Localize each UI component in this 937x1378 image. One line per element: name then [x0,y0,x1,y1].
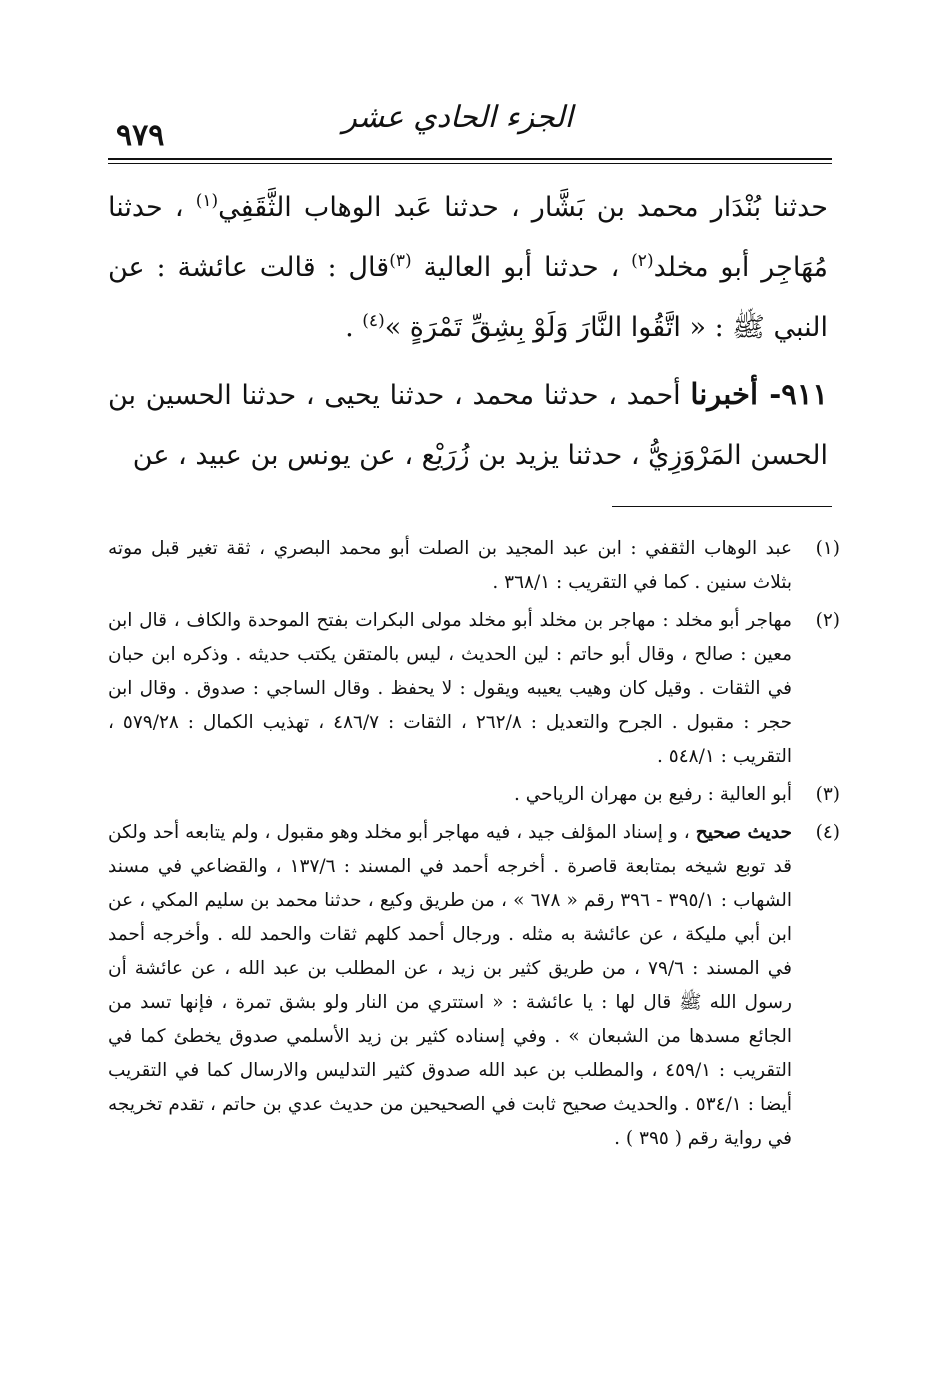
footnote-ref-3[interactable]: (٣) [389,251,412,271]
page-number: ٩٧٩ [116,118,165,153]
footnote-ref-1[interactable]: (١) [195,191,219,211]
hadith-text: أحمد ، حدثنا محمد ، حدثنا يحيى ، حدثنا الحسين بن الحسن المَرْوَزِيُّ ، حدثنا يزيد بن زُرَيْع ، عن يونس بن عبيد ، عن [108,380,828,471]
footnote-verdict: حديث صحيح [695,822,792,843]
footnote-number: (٣) [815,784,840,805]
footnote-number: (٢) [815,610,840,631]
footnote-3 [108,778,840,812]
footnotes [108,532,840,1160]
header-rule [108,158,832,164]
hadith-text: ، حدثنا مُهَاجِر أبو مخلد [108,192,828,283]
page-header [108,96,832,156]
hadith-number: ٩١١- أخبرنا [690,377,829,411]
footnote-separator [612,506,832,507]
footnote-number: (٤) [815,822,840,843]
footnote-text: ، و إسناد المؤلف جيد ، فيه مهاجر أبو مخلد وهو مقبول ، ولم يتابعه أحد ولكن قد توبع شيخه بمتابعة قاصرة . أخرجه أحمد في المسند : ١٣٧/٦ ، والقضاعي في مسند الشهاب : ٣٩٥/١ - ٣٩٦ رقم « ٦٧٨ » ، من طريق وكيع ، حدثنا محمد بن سليم المكي ، عن ابن أبي مليكة ، عن عائشة به مثله . ورجال أحمد كلهم ثقات والحمد لله . وأخرجه أحمد في المسند : ٧٩/٦ ، من طريق كثير بن زيد ، عن المطلب بن عبد الله ، عن عائشة أن رسول الله ﷺ قال لها : يا عائشة : « استتري من النار ولو بشق تمرة ، فإنها تسد من الجائع مسدها من الشبعان » . وفي إسناده كثير بن زيد الأسلمي صدوق يخطئ كما في التقريب : ٤٥٩/١ ، والمطلب بن عبد الله صدوق كثير التدليس والارسال كما في التقريب أيضا : ٥٣٤/١ . والحديث صحيح ثابت في الصحيحين من حديث عدي بن حاتم ، تقدم تخريجه في رواية رقم ( ٣٩٥ ) . [108,822,793,1149]
hadith-text: . [345,312,363,343]
part-title: الجزء الحادي عشر [342,100,573,135]
footnote-text: مهاجر أبو مخلد : مهاجر بن مخلد أبو مخلد مولى البكرات بفتح الموحدة والكاف ، قال ابن معين : صالح ، وقال أبو حاتم : لين الحديث ، ليس بالمتقن يكتب حديثه . وذكره ابن حبان في الثقات . وقيل كان وهيب يعيبه ويقول : لا يحفظ . وقال الساجي : صدوق . وقال ابن حجر : مقبول . الجرح والتعديل : ٢٦٢/٨ ، الثقات : ٤٨٦/٧ ، تهذيب الكمال : ٥٧٩/٢٨ ، التقريب : ٥٤٨/١ . [108,610,793,767]
footnote-text: عبد الوهاب الثقفي : ابن عبد المجيد بن الصلت أبو محمد البصري ، ثقة تغير قبل موته بثلاث سنين . كما في التقريب : ٣٦٨/١ . [108,538,792,593]
main-text [108,178,828,486]
footnote-4 [108,816,840,1156]
hadith-text: ، حدثنا أبو العالية [411,252,632,283]
footnote-text: أبو العالية : رفيع بن مهران الرياحي . [513,784,792,805]
hadith-entry-911 [108,364,828,486]
hadith-text: قال : قالت عائشة : عن النبي ﷺ : « اتَّقُوا النَّارَ وَلَوْ بِشِقِّ تَمْرَةٍ » [108,252,828,343]
footnote-ref-2[interactable]: (٢) [631,251,654,271]
footnote-2 [108,604,840,774]
footnote-ref-4[interactable]: (٤) [362,311,385,331]
hadith-paragraph [108,178,828,358]
hadith-text: حدثنا بُنْدَار محمد بن بَشَّار ، حدثنا عَبد الوهاب الثَّقَفِي [218,192,828,223]
footnote-1 [108,532,840,600]
footnote-number: (١) [815,538,840,559]
